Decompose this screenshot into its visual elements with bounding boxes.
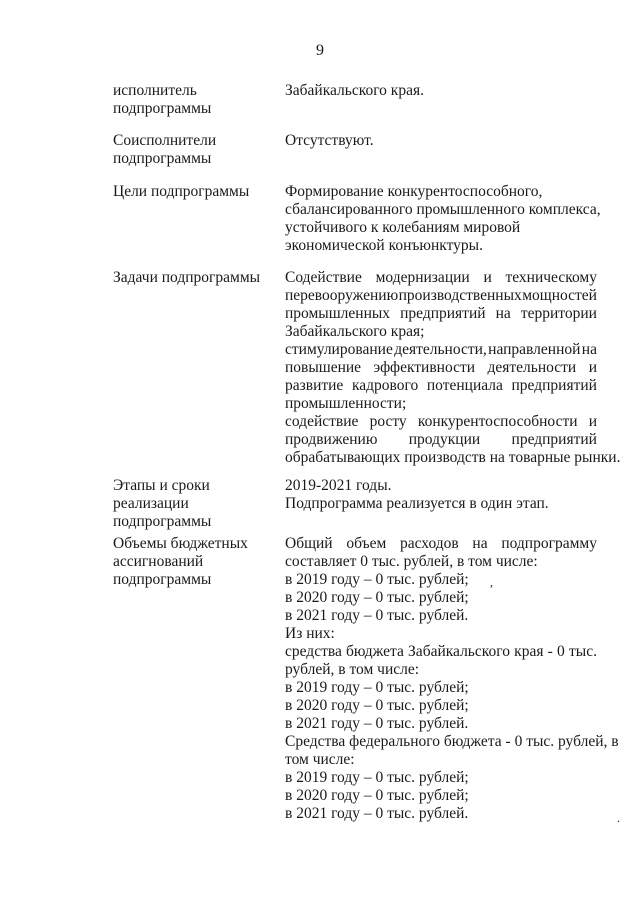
word: объем [346, 535, 387, 552]
value-line: в 2020 году – 0 тыс. рублей; [285, 697, 469, 714]
value-line: в 2021 году – 0 тыс. рублей. [285, 715, 469, 732]
value-line: сбалансированного промышленного комплекса, [285, 201, 601, 218]
word: предприятий [511, 431, 597, 448]
value-line: экономической конъюнктуры. [285, 237, 483, 254]
label-line: реализации [113, 495, 189, 512]
value-line: Отсутствуют. [285, 132, 374, 149]
label-line: Этапы и сроки [113, 477, 210, 494]
word: конкурентоспособности [417, 413, 578, 430]
word: предприятий [400, 305, 486, 322]
word: - [547, 643, 553, 660]
word: производственных [398, 287, 522, 304]
page-number: 9 [316, 42, 324, 59]
value-line: том числе: [285, 751, 355, 768]
word: эффективности [373, 359, 476, 376]
word: территории [520, 305, 597, 322]
word: потенциала [426, 377, 503, 394]
stray-dot-mark: . [617, 811, 620, 825]
word: на [472, 535, 488, 552]
word: продукции [408, 431, 481, 448]
label-line: исполнитель [113, 82, 197, 99]
value-line: Забайкальского края. [285, 82, 424, 99]
row-label [113, 535, 273, 589]
word: расходов [399, 535, 459, 552]
value-line: промышленности; [285, 395, 407, 412]
word: Забайкальского [408, 643, 510, 660]
label-line: Соисполнители [113, 132, 217, 149]
word: на [581, 341, 597, 358]
word: направленной [488, 341, 581, 358]
row-value [285, 132, 597, 150]
value-line: Подпрограмма реализуется в один этап. [285, 495, 549, 512]
value-line [285, 287, 597, 305]
row-label [113, 132, 273, 168]
value-line [285, 269, 597, 287]
word: техническому [505, 269, 597, 286]
value-line: в 2020 году – 0 тыс. рублей; [285, 787, 469, 804]
row-label [113, 477, 273, 531]
word: модернизации [375, 269, 470, 286]
value-line [285, 643, 597, 661]
label-line: Объемы бюджетных [113, 535, 248, 552]
row-value [285, 183, 601, 255]
value-line: обрабатывающих производств на товарные рынки. [285, 449, 621, 466]
value-line: Из них: [285, 625, 335, 642]
word: Содействие [285, 269, 362, 286]
row-label [113, 82, 273, 118]
value-line: в 2019 году – 0 тыс. рублей; [285, 679, 469, 696]
label-line: подпрограммы [113, 513, 212, 530]
word: и [483, 269, 492, 286]
value-line: Средства федерального бюджета - 0 тыс. рублей, в [285, 733, 619, 750]
value-line [285, 305, 597, 323]
label-line: подпрограммы [113, 150, 212, 167]
value-line: рублей, в том числе: [285, 661, 420, 678]
word: и [588, 359, 597, 376]
word: средства [285, 643, 342, 660]
label-line: Задачи подпрограммы [113, 269, 261, 286]
value-line [285, 431, 597, 449]
word: деятельности [487, 359, 577, 376]
row-label [113, 183, 273, 201]
value-line: составляет 0 тыс. рублей, в том числе: [285, 553, 538, 570]
label-line: подпрограммы [113, 100, 212, 117]
row-value [285, 82, 597, 100]
word: стимулирование [285, 341, 393, 358]
word: подпрограмму [501, 535, 597, 552]
word: повышение [285, 359, 362, 376]
word: перевооружению [285, 287, 399, 304]
word: промышленных [285, 305, 391, 322]
value-line: в 2019 году – 0 тыс. рублей; [285, 571, 469, 588]
row-value [285, 269, 621, 467]
value-line [285, 377, 597, 395]
word: кадрового [351, 377, 419, 394]
word: содействие [285, 413, 359, 430]
word: предприятий [511, 377, 597, 394]
row-value [285, 477, 597, 513]
stray-comma-mark: , [490, 575, 493, 589]
word: и [588, 413, 597, 430]
value-line: Формирование конкурентоспособного, [285, 183, 543, 200]
word: бюджета [346, 643, 404, 660]
label-line: подпрограммы [113, 571, 212, 588]
row-value [285, 535, 619, 823]
word: деятельности, [394, 341, 487, 358]
word: края [514, 643, 544, 660]
value-line: устойчивого к колебаниям мировой [285, 219, 521, 236]
value-line [285, 413, 597, 431]
word: 0 [557, 643, 565, 660]
word: на [495, 305, 511, 322]
word: тыс. [569, 643, 597, 660]
value-line: Забайкальского края; [285, 323, 425, 340]
word: росту [369, 413, 407, 430]
word: продвижению [285, 431, 378, 448]
word: Общий [285, 535, 333, 552]
value-line: в 2019 году – 0 тыс. рублей; [285, 769, 469, 786]
value-line: в 2021 году – 0 тыс. рублей. [285, 607, 469, 624]
word: мощностей [522, 287, 597, 304]
label-line: ассигнований [113, 553, 204, 570]
row-label [113, 269, 273, 287]
word: развитие [285, 377, 344, 394]
value-line: 2019-2021 годы. [285, 477, 392, 494]
value-line: в 2020 году – 0 тыс. рублей; [285, 589, 469, 606]
value-line [285, 535, 597, 553]
value-line [285, 359, 597, 377]
label-line: Цели подпрограммы [113, 183, 250, 200]
value-line: в 2021 году – 0 тыс. рублей. [285, 805, 469, 822]
value-line [285, 341, 597, 359]
